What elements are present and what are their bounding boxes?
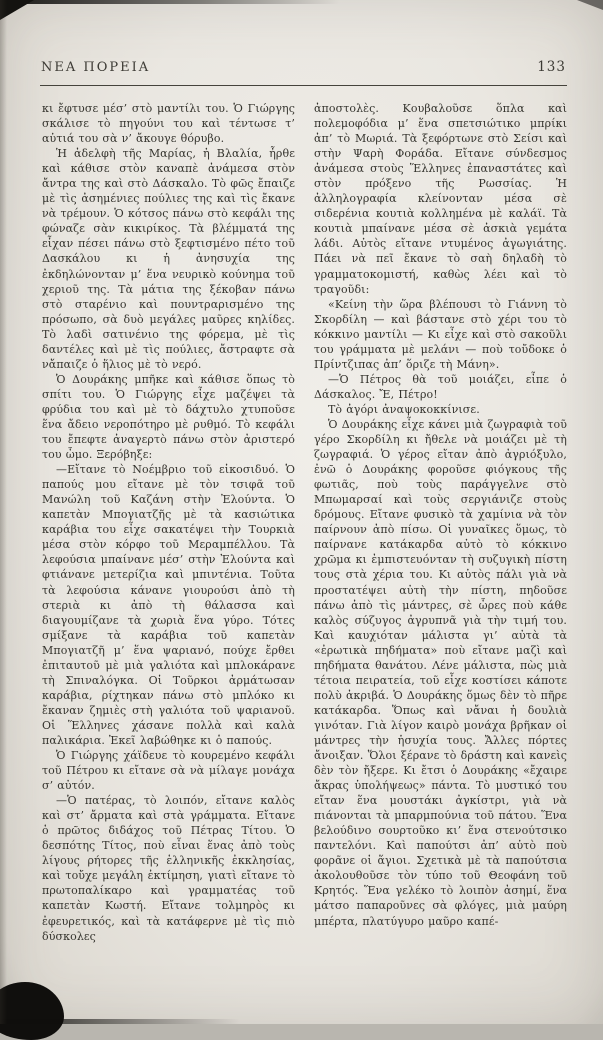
paragraph: Ὁ Γιώργης χάϊδευε τὸ κουρεμένο κεφάλι τοῦ Πέτρου κι εἴτανε σὰ νὰ μίλαγε μονάχα σ’ αὐτόν. bbox=[42, 749, 295, 793]
scan-corner-top-right-artifact bbox=[577, 0, 603, 10]
paragraph: —Εἴτανε τὸ Νοέμβριο τοῦ εἰκοσιδυό. Ὁ παπούς μου εἴτανε μὲ τὸν τσιφᾶ τοῦ Μανώλη τοῦ Καζάνη στὴν Ἐλούντα. Ὁ καπετὰν Μπογιατζῆς μὲ τὰ κασιώτικα καράβια του εἶχε σακατέψει τὴν Τουρκιὰ μέσα στὸν κόρφο τοῦ Μεραμπέλλου. Τὰ λεφούσια μπαίνανε μέσ’ στὴν Ἐλούντα καὶ φτιάνανε μετερίζια καὶ μπιντένια. Τοῦτα τὰ λεφούσια κάνανε γιουρούσι ἀπὸ τὴ στεριὰ κι ἀπὸ τὴ θάλασσα καὶ διαγουμίζανε τὰ χωριὰ ἕνα γύρο. Τότες σμίξανε τὰ καράβια τοῦ καπετὰν Μπογιατζῆ μ’ ἕνα ψαριανό, πούχε ἔρθει ἐπιταυτοῦ μὲ μιὰ γαλιότα καὶ μπλοκάρανε τὴ Σπιναλόγκα. Οἱ Τοῦρκοι ἀρμάτωσαν καράβια, ρίχτηκαν πάνω στὸ μπλόκο κι ἔκαναν ζημιὲς στὴ γαλιότα τοῦ ψαριανοῦ. Οἱ Ἕλληνες χάσανε πολλὰ καὶ καλὰ παλικάρια. Ἐκεῖ λαβώθηκε κι ὁ παπούς. bbox=[42, 463, 295, 747]
scan-edge-bottom-artifact bbox=[0, 1019, 240, 1024]
header-rule bbox=[40, 85, 567, 86]
page-number: 133 bbox=[537, 59, 566, 75]
paragraph: Ἡ ἀδελφὴ τῆς Μαρίας, ἡ Βλαλία, ἦρθε καὶ κάθισε στὸν καναπὲ ἀνάμεσα στὸν ἄντρα της καὶ στὸ Δάσκαλο. Τὸ φῶς ἔπαιζε μὲ τὶς ἀσημένιες πούλιες της καὶ τὶς ἔκανε νὰ τρέμουν. Ὁ κότσος πάνω στὸ κεφάλι της φώναζε σὰν κικιρίκος. Τὰ βλέμματά της εἶχαν πέσει πάνω στὸ ξεφτισμένο πέτο τοῦ Δασκάλου κι ἡ ἀνησυχία της ἐκδηλώνονταν μ’ ἕνα νευρικὸ κούνημα τοῦ χεριοῦ της. Τὰ μάτια της ξέκοβαν πάνω στὸ σταρένιο καὶ πουντραρισμένο της πρόσωπο, σὰ δυὸ μεγάλες μαῦρες κηλίδες. Τὸ λαδὶ σατινένιο της φόρεμα, μὲ τὶς δαντέλες καὶ μὲ τὶς πούλιες, ἄστραφτε σὰ νἄπαιζε ὁ ἥλιος μὲ τὸ νερό. bbox=[42, 147, 295, 371]
right-column bbox=[314, 101, 567, 961]
journal-title: ΝΕΑ ΠΟΡΕΙΑ bbox=[41, 60, 151, 75]
page-header bbox=[41, 59, 566, 75]
paragraph: —Ὁ πατέρας, τὸ λοιπόν, εἴτανε καλὸς καὶ στ’ ἄρματα καὶ στὰ γράμματα. Εἴτανε ὁ πρῶτος διδάχος τοῦ Πέτρας Τίτου. Ὁ δεσπότης Τίτος, ποὺ εἶναι ἕνας ἀπὸ τοὺς λίγους ρήτορες τῆς ἑλληνικῆς ἐκκλησίας, καὶ τοὔχε μεγάλη ἐκτίμηση, γιατὶ εἴτανε τὸ πρωτοπαλίκαρο καὶ γραμματέας τοῦ καπετὰν Κωστή. Εἴτανε τολμηρὸς κι ἐφευρετικός, καὶ τὰ κατάφερνε μὲ τὶς πιὸ δύσκολες bbox=[42, 794, 295, 943]
scan-edge-top-artifact bbox=[0, 0, 340, 4]
paragraph: Τὸ ἀγόρι ἀναψοκοκκίνισε. bbox=[328, 402, 480, 416]
paragraph: Ὁ Δουράκης μπῆκε καὶ κάθισε ὅπως τὸ σπίτι του. Ὁ Γιώργης εἶχε μαζέψει τὰ φρύδια του καὶ μὲ τὸ δάχτυλο χτυποῦσε ἕνα ἄδειο νεροπότηρο μὲ ρυθμό. Τὸ κεφάλι του ἔπεφτε ἀναγερτὸ πάνω στὸν ἀριστερό του ὦμο. Ξερόβηξε: bbox=[42, 372, 295, 462]
paragraph: Ὁ Δουράκης εἶχε κάνει μιὰ ζωγραφιὰ τοῦ γέρο Σκορδίλη κι ἤθελε νὰ μοιάζει μὲ τὴ ζωγραφιά. Ὁ γέρος εἴταν ἀπὸ ἀγριόξυλο, ἐνῶ ὁ Δουράκης φοροῦσε φιόγκους τῆς φωτιᾶς, ποὺ τοὺς παράγγελνε στὸ Μπωμαρσαί καὶ τοὺς σεργιάνιζε στοὺς δρόμους. Εἴτανε φυσικὸ τὰ χαμίνια νὰ τὸν παίρνουν ἀπὸ πίσω. Οἱ γυναῖκες ὅμως, τὸ παίρνανε κατάκαρδα αὐτὸ τὸ κόκκινο χρῶμα κι ἐμπιστευόνταν τὴ συζυγικὴ πίστη τους στὰ χέρια του. Κι αὐτὸς πάλι γιὰ νὰ προστατέψει αὐτὴ τὴν πίστη, πηδοῦσε πάνω ἀπὸ τὶς μάντρες, σὲ ὧρες ποὺ κάθε καλὸς σύζυγος ἀγρυπνᾶ γιὰ τὴν τιμή του. Καὶ καυχιόταν μάλιστα γι’ αὐτὰ τὰ «ἐρωτικὰ πηδήματα» ποὺ εἴτανε μαζὶ καὶ πηδήματα θανάτου. Λένε μάλιστα, πὼς μιὰ τέτοια πειρατεία, τοῦ εἶχε κοστίσει κάποτε πολὺ ἀκριβά. Ὁ Δουράκης ὅμως δὲν τὸ πῆρε κατάκαρδα. Ὅπως καὶ νἄναι ἡ δουλιὰ γινόταν. Γιὰ λίγον καιρὸ μονάχα βρῆκαν οἱ μάντρες τὴν ἡσυχία τους. Ἄλλες πόρτες ἄνοιξαν. Ὅλοι ξέρανε τὸ δράστη καὶ κανεὶς δὲν τὸν ἤξερε. Κι ἔτσι ὁ Δουράκης «ἔχαιρε ἄκρας ὑπολήψεως» πάντα. Τὸ μυστικό του εἴταν ἕνα μουστάκι ἀγκίστρι, γιὰ νὰ πιάνονται τὰ μπαρμπούνια τοῦ πάτου. Ἕνα βελούδινο σουρτοῦκο κι’ ἕνα στενούτσικο παντελόνι. Καὶ παπούτσι ἀπ’ αὐτὸ ποὺ φορᾶνε οἱ ἅγιοι. Σχετικὰ μὲ τὰ παπούτσια ἀκολουθοῦσε τὸν τύπο τοῦ Θεοφάνη τοῦ Κρητός. Ἕνα γελέκο τὸ λοιπὸν ἀσημί, ἕνα μάτσο παπαροῦνες σὰ φλόγες, μιὰ μαύρη μπέρτα, πλατύγυρο μαῦρο καπέ- bbox=[314, 417, 567, 928]
left-column bbox=[42, 101, 295, 961]
paragraph: —Ὁ Πέτρος θὰ τοῦ μοιάζει, εἶπε ὁ Δάσκαλος. Ἔ, Πέτρο! bbox=[314, 372, 567, 401]
paragraph: «Κείνη τὴν ὥρα βλέπουσι τὸ Γιάννη τὸ Σκορδίλη — καὶ βάστανε στὸ χέρι του τὸ κόκκινο μαντίλι — Κι εἶχε καὶ στὸ σακοῦλι του γράμματα μὲ μελάνι — ποὺ τοὔδοκε ὁ Πρίντζιπας ἀπ’ ὅριζε τὴ Μάνη». bbox=[314, 297, 567, 371]
paragraph: κι ἔφτυσε μέσ’ στὸ μαντίλι του. Ὁ Γιώργης σκάλισε τὸ πηγούνι του καὶ τέντωσε τ’ αὐτιά του σὰ ν’ ἄκουγε θόρυβο. bbox=[42, 102, 295, 146]
text-columns bbox=[42, 101, 567, 961]
scan-corner-bottom-left-artifact bbox=[0, 982, 64, 1040]
scan-edge-left-artifact bbox=[0, 0, 7, 1024]
paragraph: ἀποστολὲς. Κουβαλοῦσε ὅπλα καὶ πολεμοφόδια μ’ ἕνα σπετσιώτικο μπρίκι ἀπ’ τὸ Μωριά. Τὰ ξεφόρτωνε στὸ Σείσι καὶ στὴν Ψαρὴ Φοράδα. Εἴτανε σύνδεσμος ἀνάμεσα στοὺς Ἕλληνες ἐπαναστάτες καὶ στὸν πρόξενο τῆς Ρωσσίας. Ἡ ἀλληλογραφία κλείνονταν μέσα σὲ σιδερένια κουτιὰ κολλημένα μὲ καλάϊ. Τὰ κουτιὰ μπαίνανε μέσα σὲ ἀσκιὰ γεμάτα λάδι. Αὐτὸς εἴτανε ντυμένος ἀγωγιάτης. Πάει νὰ πεῖ ἔκανε τὸ σαὴ δηλαδὴ τὸ γραμματοκομιστή, καθὼς λέει καὶ τὸ τραγοῦδι: bbox=[314, 102, 567, 296]
